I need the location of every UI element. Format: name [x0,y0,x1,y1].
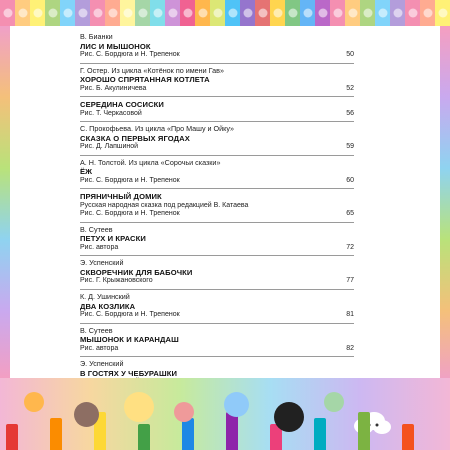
cartoon-character-icon [74,402,99,427]
toc-title: ПРЯНИЧНЫЙ ДОМИК [80,192,162,202]
stripe-ornament-icon [3,9,12,18]
toc-title: СЕРЕДИНА СОСИСКИ [80,100,164,110]
toc-page-number: 77 [346,277,354,285]
toc-title: СКАЗКА О ПЕРВЫХ ЯГОДАХ [80,133,190,143]
toc-illustrator: Рис. автора [80,344,119,352]
rainbow-stripe [285,0,300,26]
toc-title: МЫШОНОК И КАРАНДАШ [80,335,179,345]
pencil-icon [182,418,194,450]
toc-entry [80,324,354,358]
toc-illustrator: Рис. автора [80,243,119,251]
rainbow-stripe [255,0,270,26]
toc-title: ЁЖ [80,167,93,177]
stripe-ornament-icon [33,9,42,18]
toc-author: К. Д. Ушинский [80,291,130,301]
stripe-ornament-icon [108,9,117,18]
toc-entry [80,122,354,156]
toc-title: ХОРОШО СПРЯТАННАЯ КОТЛЕТА [80,75,210,85]
toc-entry [80,290,354,324]
rainbow-stripe [330,0,345,26]
stripe-ornament-icon [48,9,57,18]
toc-subtitle: Русская народная сказка под редакцией В. Катаева [80,201,249,209]
stripe-ornament-icon [93,9,102,18]
rainbow-stripe [15,0,30,26]
toc-page-number: 56 [346,109,354,117]
pencil-icon [138,424,150,450]
toc-page-number: 60 [346,176,354,184]
rainbow-stripe [420,0,435,26]
toc-entry [80,30,354,64]
stripe-ornament-icon [213,9,222,18]
rainbow-stripe [270,0,285,26]
rainbow-stripe [390,0,405,26]
stripe-ornament-icon [438,9,447,18]
stripe-ornament-icon [243,9,252,18]
toc-page-number: 82 [346,344,354,352]
stripe-ornament-icon [138,9,147,18]
rainbow-stripe [375,0,390,26]
rainbow-stripe [405,0,420,26]
stripe-ornament-icon [378,9,387,18]
rainbow-stripe [180,0,195,26]
toc-title: ДВА КОЗЛИКА [80,301,136,311]
rainbow-stripe [225,0,240,26]
rainbow-stripe [435,0,450,26]
table-of-contents [80,30,354,424]
toc-illustrator: Рис. С. Бордюга и Н. Трепенок [80,310,180,318]
toc-page-number: 72 [346,243,354,251]
top-decorative-strip [0,0,450,26]
left-rainbow-border [0,26,10,382]
stripe-ornament-icon [393,9,402,18]
toc-entry [80,189,354,222]
stripe-ornament-icon [228,9,237,18]
rainbow-stripe [105,0,120,26]
toc-title: ЛИС И МЫШОНОК [80,41,151,51]
stripe-ornament-icon [78,9,87,18]
right-rainbow-border [440,26,450,382]
rainbow-stripe [90,0,105,26]
rainbow-stripe [45,0,60,26]
rainbow-stripe [195,0,210,26]
toc-entry [80,223,354,257]
toc-illustrator: Рис. Б. Акулиничева [80,84,147,92]
stripe-ornament-icon [123,9,132,18]
pencil-icon [358,412,370,450]
toc-illustrator: Рис. С. Бордюга и Н. Трепенок [80,176,180,184]
toc-title: В ГОСТЯХ У ЧЕБУРАШКИ [80,368,178,378]
rainbow-stripe [0,0,15,26]
rainbow-stripe [75,0,90,26]
toc-illustrator: Рис. Г. Крыжановского [80,277,153,285]
pencil-icon [6,424,18,450]
rainbow-stripe [240,0,255,26]
rainbow-stripe [30,0,45,26]
toc-author: С. Прокофьева. Из цикла «Про Машу и Ойку» [80,124,235,134]
stripe-ornament-icon [408,9,417,18]
stripe-ornament-icon [258,9,267,18]
toc-title: ПЕТУХ И КРАСКИ [80,234,146,244]
toc-page-number: 59 [346,143,354,151]
pencil-icon [314,418,326,450]
stripe-ornament-icon [198,9,207,18]
toc-illustrator: Рис. Д. Лапшиной [80,143,139,151]
stripe-ornament-icon [318,9,327,18]
stripe-ornament-icon [423,9,432,18]
pencil-icon [50,418,62,450]
toc-title: СКВОРЕЧНИК ДЛЯ БАБОЧКИ [80,267,193,277]
rainbow-stripe [345,0,360,26]
toc-author: Э. Успенский [80,258,124,268]
stripe-ornament-icon [63,9,72,18]
toc-illustrator: Рис. С. Бордюга и Н. Трепенок [80,210,180,218]
pencil-icon [402,424,414,450]
rainbow-stripe [210,0,225,26]
toc-illustrator: Рис. С. Бордюга и Н. Трепенок [80,51,180,58]
stripe-ornament-icon [363,9,372,18]
rainbow-stripe [150,0,165,26]
stripe-ornament-icon [288,9,297,18]
cartoon-character-icon [274,402,304,432]
rainbow-stripe [60,0,75,26]
rainbow-stripe [165,0,180,26]
toc-author: В. Бианки [80,32,113,41]
toc-author: В. Сутеев [80,325,113,335]
rainbow-stripe [300,0,315,26]
toc-page-number: 50 [346,51,354,58]
stripe-ornament-icon [18,9,27,18]
toc-author: Г. Остер. Из цикла «Котёнок по имени Гав» [80,65,224,75]
stripe-ornament-icon [333,9,342,18]
toc-page-number: 65 [346,210,354,218]
stripe-ornament-icon [183,9,192,18]
toc-entry [80,64,354,98]
cartoon-character-icon [224,392,249,417]
cartoon-character-icon [324,392,344,412]
toc-entry [80,156,354,190]
toc-illustrator: Рис. Т. Черкасовой [80,109,142,117]
rainbow-stripe [135,0,150,26]
toc-entry [80,256,354,290]
stripe-ornament-icon [273,9,282,18]
stripe-ornament-icon [153,9,162,18]
stripe-ornament-icon [348,9,357,18]
cartoon-character-icon [24,392,44,412]
rainbow-stripe [315,0,330,26]
cartoon-character-icon [124,392,154,422]
pencil-icon [226,412,238,450]
stripe-ornament-icon [168,9,177,18]
rainbow-stripe [360,0,375,26]
toc-author: А. Н. Толстой. Из цикла «Сорочьи сказки» [80,157,221,167]
toc-page-number: 52 [346,84,354,92]
toc-author: Э. Успенский [80,359,124,369]
toc-author: В. Сутеев [80,224,113,234]
stripe-ornament-icon [303,9,312,18]
bottom-illustration-band [0,378,450,450]
cartoon-character-icon [174,402,194,422]
toc-page-number: 81 [346,310,354,318]
toc-entry [80,97,354,122]
rainbow-stripe [120,0,135,26]
